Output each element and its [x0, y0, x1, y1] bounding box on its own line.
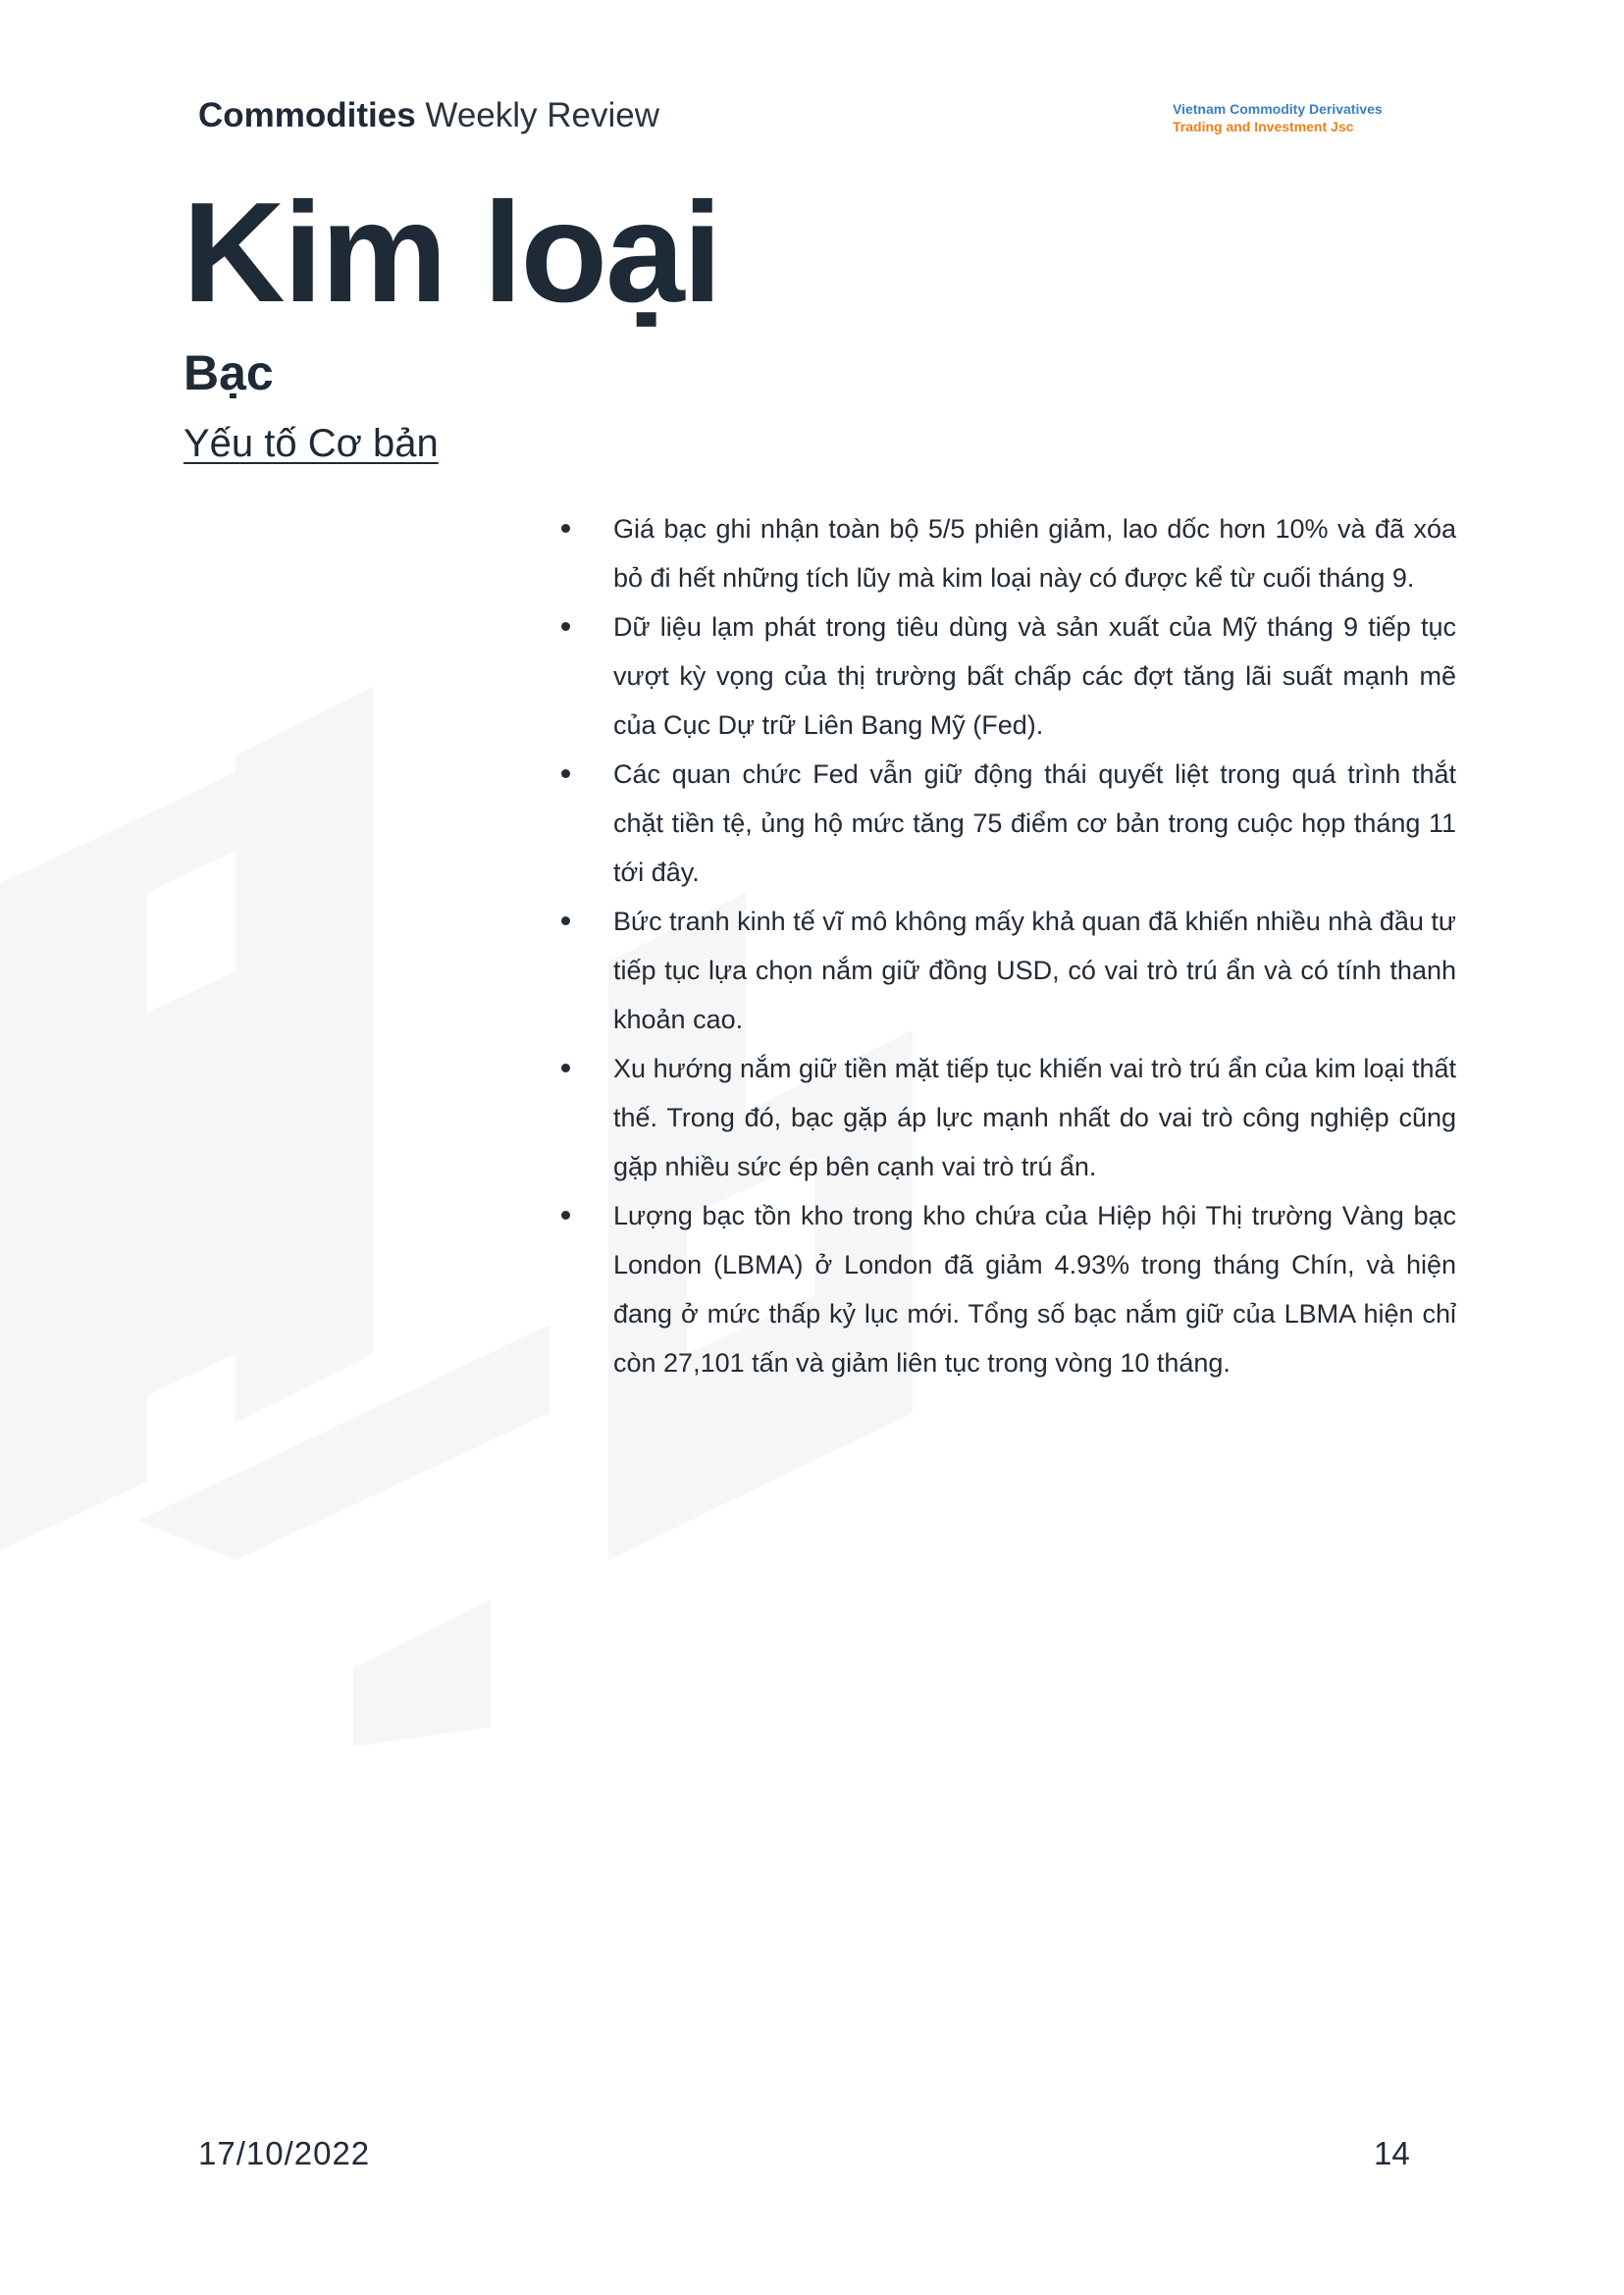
bullet-item — [561, 1191, 1456, 1387]
bullet-dot — [561, 1211, 570, 1220]
logo-line-1: Vietnam Commodity Derivatives — [1173, 101, 1383, 117]
bullet-text: Lượng bạc tồn kho trong kho chứa của Hiệp hội Thị trường Vàng bạc London (LBMA) ở London đã giảm 4.93% trong tháng Chín, và hiện đang ở mức thấp kỷ lục mới. Tổng số bạc nắm giữ của LBMA hiện chỉ còn 27,101 tấn và giảm liên tục trong vòng 10 tháng. — [613, 1201, 1456, 1378]
page-subtitle: Bạc — [183, 345, 274, 400]
bullet-item — [561, 897, 1456, 1044]
bullet-text: Dữ liệu lạm phát trong tiêu dùng và sản xuất của Mỹ tháng 9 tiếp tục vượt kỳ vọng của thị trường bất chấp các đợt tăng lãi suất mạnh mẽ của Cục Dự trữ Liên Bang Mỹ (Fed). — [613, 612, 1456, 740]
bullet-text: Giá bạc ghi nhận toàn bộ 5/5 phiên giảm, lao dốc hơn 10% và đã xóa bỏ đi hết những tích lũy mà kim loại này có được kể từ cuối tháng 9. — [613, 514, 1456, 593]
bullet-list — [561, 504, 1456, 1387]
bullet-text: Xu hướng nắm giữ tiền mặt tiếp tục khiến vai trò trú ẩn của kim loại thất thế. Trong đó, bạc gặp áp lực mạnh nhất do vai trò công nghiệp cũng gặp nhiều sức ép bên cạnh vai trò trú ẩn. — [613, 1054, 1456, 1181]
company-logo — [1173, 100, 1383, 135]
bullet-dot — [561, 622, 570, 631]
header-brand-bold: Commodities — [198, 96, 416, 134]
bullet-item — [561, 750, 1456, 897]
bullet-dot — [561, 524, 570, 533]
bullet-item — [561, 602, 1456, 750]
bullet-dot — [561, 769, 570, 778]
bullet-item — [561, 1044, 1456, 1191]
footer-date: 17/10/2022 — [198, 2135, 371, 2171]
bullet-dot — [561, 916, 570, 925]
logo-line-2: Trading and Investment Jsc — [1173, 119, 1354, 134]
header-brand-light: Weekly Review — [415, 96, 660, 134]
bullet-item — [561, 504, 1456, 602]
section-heading: Yếu tố Cơ bản — [183, 422, 439, 465]
bullet-text: Các quan chức Fed vẫn giữ động thái quyết liệt trong quá trình thắt chặt tiền tệ, ủng hộ mức tăng 75 điểm cơ bản trong cuộc họp tháng 11 tới đây. — [613, 759, 1456, 887]
footer-page-number: 14 — [1374, 2135, 1410, 2171]
bullet-dot — [561, 1064, 570, 1072]
bullet-text: Bức tranh kinh tế vĩ mô không mấy khả quan đã khiến nhiều nhà đầu tư tiếp tục lựa chọn nắm giữ đồng USD, có vai trò trú ẩn và có tính thanh khoản cao. — [613, 907, 1456, 1034]
report-header — [198, 96, 659, 135]
page-title: Kim loại — [183, 173, 720, 332]
